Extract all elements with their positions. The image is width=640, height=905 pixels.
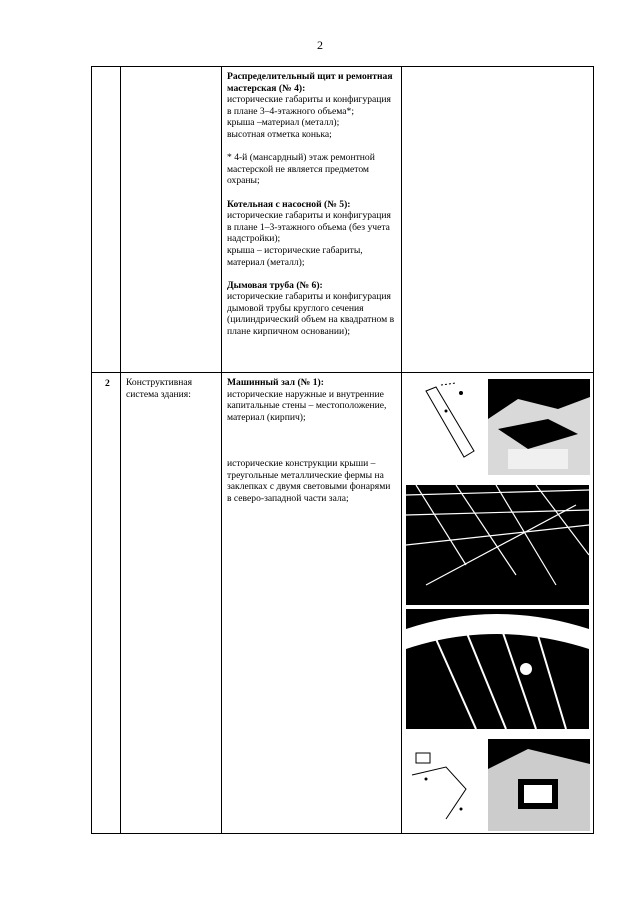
row-name [126, 377, 218, 400]
block-line: * 4-й (мансардный) этаж ремонтной мастерской не является предметом охраны; [227, 152, 375, 187]
block-line: крыша –материал (металл); [227, 117, 340, 129]
block-heading: Дымовая труба (№ 6): [227, 279, 323, 291]
row-divider [92, 372, 593, 373]
site-plan-diagram-2 [406, 739, 486, 829]
block-line: исторические габариты и конфигурация дымовой трубы круглого сечения (цилиндрический объем на квадратном в плане кирпичном основании); [227, 291, 395, 338]
block-line: высотная отметка конька; [227, 128, 332, 140]
photo-roof-trusses [406, 485, 589, 605]
heritage-table [91, 66, 594, 834]
site-plan-diagram [406, 379, 486, 469]
block-heading: Распределительный щит и ремонтная мастерская (№ 4): [227, 71, 393, 94]
col-divider [401, 67, 402, 833]
photo-exterior-2 [488, 739, 590, 831]
col-divider [221, 67, 222, 833]
block-line: исторические габариты и конфигурация в плане 3–4-этажного объема*; [227, 94, 391, 117]
row-name-text: Конструктивная система здания: [126, 377, 193, 400]
row2-description [227, 377, 397, 505]
block-heading: Котельная с насосной (№ 5): [227, 198, 351, 210]
block-line: исторические наружные и внутренние капитальные стены – местоположение, материал (кирпич); [227, 388, 387, 423]
photo-interior-hall [406, 609, 589, 729]
col-divider [120, 67, 121, 833]
row-number: 2 [105, 378, 110, 389]
block-line: исторические конструкции крыши – треугольные металлические фермы на заклепках с двумя световыми фонарями в северо-западной части зала; [227, 458, 391, 504]
row1-description [227, 71, 397, 338]
photo-exterior-1 [488, 379, 590, 475]
block-line: крыша – исторические габариты, материал (металл); [227, 244, 363, 268]
block-heading: Машинный зал (№ 1): [227, 377, 324, 388]
page-number: 2 [317, 38, 323, 52]
block-line: исторические габариты и конфигурация в плане 1–3-этажного объема (без учета надстройки); [227, 210, 391, 245]
